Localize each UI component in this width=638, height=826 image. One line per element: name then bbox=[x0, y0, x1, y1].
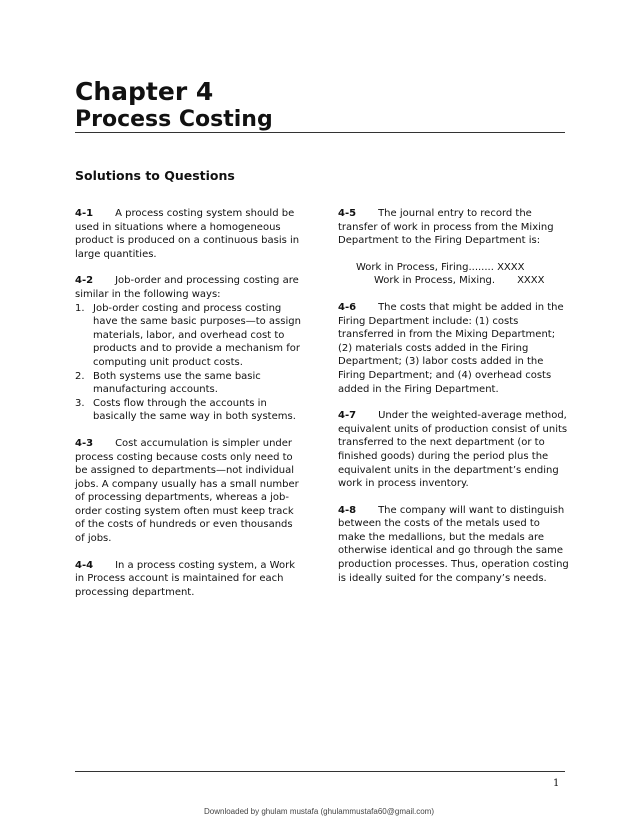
question-4-7 bbox=[338, 409, 570, 491]
left-column bbox=[75, 207, 305, 612]
answer-text: Under the weighted-average method, equivalent units of production consist of units transferred to the next department (or to finished goods) during the period plus the equivalent units in the department’s ending work in process inventory. bbox=[338, 410, 568, 490]
answer-text: In a process costing system, a Work in Process account is maintained for each processing department. bbox=[75, 559, 295, 598]
list-item bbox=[75, 397, 305, 424]
question-number: 4-8 bbox=[338, 504, 357, 516]
answer-text: The journal entry to record the transfer of work in process from the Mixing Department to the Firing Department is: bbox=[338, 208, 554, 247]
answer-text: Cost accumulation is simpler under process costing because costs only need to be assigned to departments—not individual jobs. A company usually has a small number of processing departments, whereas a job-order costing system often must keep track of the costs of hundreds or even thousands of jobs. bbox=[75, 437, 299, 545]
list-item-text: Costs flow through the accounts in basically the same way in both systems. bbox=[93, 397, 296, 423]
question-4-3 bbox=[75, 437, 305, 546]
question-4-1 bbox=[75, 207, 305, 261]
list-marker: 3. bbox=[75, 397, 85, 409]
question-number: 4-5 bbox=[338, 208, 357, 219]
answer-text: A process costing system should be used in situations where a homogeneous product is produced on a continuous basis in large quantities. bbox=[75, 208, 300, 260]
journal-credit-amount: XXXX bbox=[517, 275, 545, 287]
answer-text: The company will want to distinguish between the costs of the metals used to make the medallions, but the medals are otherwise identical and go through the same production processes. Thus, operation costing is ideally suited for the company’s needs. bbox=[338, 504, 569, 584]
question-4-6 bbox=[338, 301, 570, 396]
list-marker: 1. bbox=[75, 302, 85, 314]
title-rule bbox=[75, 132, 565, 133]
footer-rule bbox=[75, 771, 565, 772]
question-number: 4-3 bbox=[75, 437, 94, 449]
question-number: 4-4 bbox=[75, 559, 94, 571]
journal-debit-line: Work in Process, Firing........ XXXX bbox=[356, 261, 525, 273]
list-item bbox=[75, 302, 305, 370]
question-number: 4-2 bbox=[75, 275, 94, 287]
journal-credit-line bbox=[356, 274, 570, 288]
question-number: 4-6 bbox=[338, 301, 357, 313]
question-4-2 bbox=[75, 274, 305, 424]
right-column bbox=[338, 207, 570, 598]
question-4-8 bbox=[338, 504, 570, 586]
list-marker: 2. bbox=[75, 370, 85, 382]
page-title: Process Costing bbox=[75, 107, 273, 132]
list-item-text: Both systems use the same basic manufacturing accounts. bbox=[93, 370, 261, 396]
question-4-4 bbox=[75, 559, 305, 600]
answer-text: Job-order and processing costing are similar in the following ways: bbox=[75, 275, 299, 300]
journal-entry bbox=[356, 261, 570, 288]
chapter-heading: Chapter 4 bbox=[75, 77, 214, 106]
answer-text: The costs that might be added in the Firing Department include: (1) costs transferred in from the Mixing Department; (2) materials costs added in the Firing Department; (3) labor costs added in the Firing Department; and (4) overhead costs added in the Firing Department. bbox=[338, 301, 564, 395]
list-item bbox=[75, 370, 305, 397]
page-number: 1 bbox=[553, 778, 560, 789]
list-item-text: Job-order costing and process costing have the same basic purposes—to assign materials, labor, and overhead cost to products and to provide a mechanism for computing unit product costs. bbox=[93, 302, 301, 368]
similarity-list bbox=[75, 302, 305, 424]
question-4-5 bbox=[338, 207, 570, 248]
journal-credit-account: Work in Process, Mixing. bbox=[374, 275, 496, 287]
question-number: 4-7 bbox=[338, 410, 357, 422]
question-number: 4-1 bbox=[75, 208, 94, 219]
download-footer: Downloaded by ghulam mustafa (ghulammustafa60@gmail.com) bbox=[203, 807, 434, 816]
section-title: Solutions to Questions bbox=[75, 168, 235, 183]
